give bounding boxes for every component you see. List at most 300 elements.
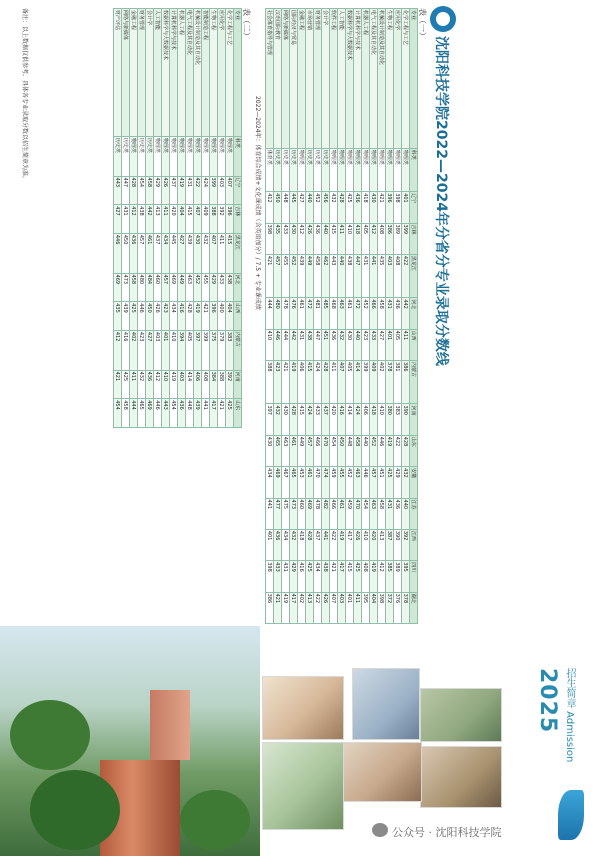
category-cell: 物理类 bbox=[346, 148, 354, 191]
table-row bbox=[386, 9, 394, 624]
major-cell: 金融工程 bbox=[298, 9, 306, 149]
category-cell: 物理类 bbox=[362, 148, 370, 191]
table-row bbox=[266, 9, 274, 624]
table-row bbox=[346, 9, 354, 624]
tree-image bbox=[30, 770, 120, 850]
table-row bbox=[354, 9, 362, 624]
score-cell: 425 bbox=[386, 467, 394, 498]
score-cell: 402 bbox=[130, 330, 138, 370]
score-cell: 383 bbox=[394, 404, 402, 435]
major-cell: 软件工程 bbox=[330, 9, 338, 149]
score-cell: 419 bbox=[170, 370, 178, 399]
brand-leaf-icon bbox=[558, 790, 584, 840]
score-cell: 462 bbox=[322, 254, 330, 297]
category-cell: 物理类 bbox=[402, 148, 410, 191]
score-cell: 418 bbox=[298, 529, 306, 560]
score-cell: 392 bbox=[218, 205, 226, 234]
score-cell: 469 bbox=[114, 273, 122, 302]
score-cell: 452 bbox=[362, 298, 370, 329]
score-cell: 402 bbox=[298, 592, 306, 623]
score-cell: 428 bbox=[338, 192, 346, 223]
score-cell: 446 bbox=[138, 302, 146, 331]
score-cell: 452 bbox=[370, 435, 378, 466]
score-cell: 475 bbox=[282, 498, 290, 529]
table-row bbox=[170, 9, 178, 428]
score-cell: 442 bbox=[146, 205, 154, 234]
table-header-cell: 吉林 bbox=[410, 223, 418, 254]
score-cell: 412 bbox=[298, 223, 306, 254]
score-cell: 457 bbox=[162, 273, 170, 302]
score-cell: 403 bbox=[218, 176, 226, 205]
score-cell: 433 bbox=[314, 404, 322, 435]
score-cell: 457 bbox=[138, 233, 146, 273]
score-cell: 421 bbox=[330, 561, 338, 592]
score-cell: 455 bbox=[202, 273, 210, 302]
score-cell: 480 bbox=[274, 298, 282, 329]
score-cell: 425 bbox=[226, 399, 234, 428]
score-cell: 397 bbox=[266, 404, 274, 435]
score-cell: 427 bbox=[178, 233, 186, 273]
score-cell: 485 bbox=[322, 298, 330, 329]
document-title: 沈阳科技学院2022—2024年分省分专业录取分数线 bbox=[433, 36, 449, 366]
table-row bbox=[290, 9, 298, 624]
score-cell: 419 bbox=[178, 176, 186, 205]
score-cell: 458 bbox=[146, 176, 154, 205]
table-row bbox=[330, 9, 338, 624]
score-cell: 427 bbox=[146, 330, 154, 370]
score-cell: 398 bbox=[266, 223, 274, 254]
table-row bbox=[162, 9, 170, 428]
score-cell: 417 bbox=[210, 399, 218, 428]
table2-label: 表（二） bbox=[242, 8, 251, 40]
score-cell: 463 bbox=[186, 273, 194, 302]
table-header-cell: 吉林 bbox=[234, 205, 242, 234]
score-cell: 433 bbox=[274, 561, 282, 592]
score-cell: 470 bbox=[354, 498, 362, 529]
score-cell: 431 bbox=[386, 298, 394, 329]
category-cell: 历史类 bbox=[282, 148, 290, 191]
score-cell: 417 bbox=[290, 592, 298, 623]
major-cell: 会计学 bbox=[146, 9, 154, 137]
score-cell: 440 bbox=[362, 435, 370, 466]
score-cell: 470 bbox=[314, 467, 322, 498]
score-cell: 465 bbox=[274, 435, 282, 466]
score-cell: 431 bbox=[386, 498, 394, 529]
score-cell: 431 bbox=[282, 561, 290, 592]
score-cell: 390 bbox=[402, 404, 410, 435]
score-cell: 460 bbox=[298, 498, 306, 529]
score-cell: 397 bbox=[194, 330, 202, 370]
score-cell: 433 bbox=[218, 273, 226, 302]
table1-label: 表（一） bbox=[418, 8, 427, 40]
score-cell: 450 bbox=[146, 302, 154, 331]
score-cell: 470 bbox=[322, 435, 330, 466]
score-cell: 410 bbox=[170, 330, 178, 370]
category-cell: 历史类 bbox=[274, 148, 282, 191]
table-header-cell: 山东 bbox=[234, 399, 242, 428]
category-cell: 物理类 bbox=[162, 136, 170, 176]
score-cell: 398 bbox=[266, 561, 274, 592]
score-cell: 428 bbox=[306, 529, 314, 560]
score-cell: 411 bbox=[162, 205, 170, 234]
score-cell: 439 bbox=[298, 254, 306, 297]
score-cell: 430 bbox=[194, 233, 202, 273]
score-cell: 423 bbox=[162, 302, 170, 331]
score-cell: 403 bbox=[178, 370, 186, 399]
score-cell: 442 bbox=[402, 298, 410, 329]
category-cell: 体育类 bbox=[266, 148, 274, 191]
table2 bbox=[113, 8, 242, 428]
score-cell: 422 bbox=[402, 254, 410, 297]
score-cell: 436 bbox=[354, 192, 362, 223]
score-cell: 425 bbox=[306, 561, 314, 592]
score-cell: 427 bbox=[114, 205, 122, 234]
score-cell: 478 bbox=[314, 498, 322, 529]
table-header-cell: 黑龙江 bbox=[234, 233, 242, 273]
score-cell: 421 bbox=[282, 361, 290, 404]
score-cell: 437 bbox=[154, 233, 162, 273]
table1 bbox=[265, 8, 418, 624]
score-cell: 437 bbox=[322, 404, 330, 435]
score-cell: 405 bbox=[362, 223, 370, 254]
score-cell: 401 bbox=[402, 192, 410, 223]
score-cell: 400 bbox=[218, 302, 226, 331]
score-cell: 436 bbox=[394, 498, 402, 529]
score-cell: 472 bbox=[306, 298, 314, 329]
score-cell: 443 bbox=[162, 399, 170, 428]
table-header-cell: 辽宁 bbox=[234, 176, 242, 205]
score-cell: 396 bbox=[210, 302, 218, 331]
category-cell: 物理类 bbox=[194, 136, 202, 176]
score-cell: 421 bbox=[274, 592, 282, 623]
score-cell: 410 bbox=[266, 329, 274, 360]
student-photo bbox=[342, 742, 422, 802]
score-cell: 465 bbox=[138, 399, 146, 428]
score-cell: 408 bbox=[362, 561, 370, 592]
score-cell: 416 bbox=[298, 561, 306, 592]
score-cell: 473 bbox=[122, 273, 130, 302]
score-cell: 473 bbox=[290, 498, 298, 529]
score-cell: 436 bbox=[314, 223, 322, 254]
category-cell: 物理类 bbox=[378, 148, 386, 191]
score-cell: 469 bbox=[146, 399, 154, 428]
watermark: 公众号 · 沈阳科技学院 bbox=[392, 826, 502, 839]
major-cell: 电气工程及其自动化 bbox=[186, 9, 194, 137]
score-cell: 461 bbox=[290, 435, 298, 466]
score-cell: 461 bbox=[146, 233, 154, 273]
table-row bbox=[218, 9, 226, 428]
score-cell: 419 bbox=[338, 529, 346, 560]
score-cell: 441 bbox=[202, 399, 210, 428]
score-cell: 436 bbox=[394, 298, 402, 329]
score-cell: 414 bbox=[354, 361, 362, 404]
table-header-cell: 黑龙江 bbox=[410, 254, 418, 297]
score-cell: 469 bbox=[274, 467, 282, 498]
major-cell: 生物工程 bbox=[386, 9, 394, 149]
score-cell: 450 bbox=[122, 233, 130, 273]
student-photo bbox=[352, 668, 420, 740]
score-cell: 419 bbox=[370, 561, 378, 592]
score-cell: 458 bbox=[354, 435, 362, 466]
score-cell: 384 bbox=[210, 370, 218, 399]
score-cell: 466 bbox=[330, 498, 338, 529]
score-cell: 426 bbox=[354, 529, 362, 560]
score-document bbox=[18, 6, 458, 626]
score-cell: 380 bbox=[386, 404, 394, 435]
score-cell: 460 bbox=[154, 273, 162, 302]
score-cell: 458 bbox=[378, 298, 386, 329]
score-cell: 457 bbox=[370, 467, 378, 498]
score-cell: 441 bbox=[370, 254, 378, 297]
arts-score-note: 2022—2024年：体育综合成绩+文化课成绩（含英语加分）/ 7.5 + 专业课成绩 bbox=[254, 96, 261, 310]
table-row bbox=[226, 9, 234, 428]
table-row bbox=[338, 9, 346, 624]
score-cell: 455 bbox=[282, 254, 290, 297]
score-cell: 411 bbox=[402, 329, 410, 360]
score-cell: 378 bbox=[402, 592, 410, 623]
score-cell: 431 bbox=[122, 205, 130, 234]
score-cell: 478 bbox=[282, 298, 290, 329]
major-cell: 网络与新媒体 bbox=[282, 9, 290, 149]
category-cell: 物理类 bbox=[370, 148, 378, 191]
table-header-cell: 河北 bbox=[234, 273, 242, 302]
table-row bbox=[394, 9, 402, 624]
score-cell: 449 bbox=[178, 273, 186, 302]
score-cell: 437 bbox=[170, 176, 178, 205]
score-cell: 420 bbox=[330, 404, 338, 435]
score-cell: 407 bbox=[226, 176, 234, 205]
major-cell: 人工智能 bbox=[154, 9, 162, 137]
score-cell: 436 bbox=[274, 529, 282, 560]
score-cell: 421 bbox=[378, 192, 386, 223]
table-row bbox=[202, 9, 210, 428]
score-cell: 411 bbox=[330, 361, 338, 404]
table-row bbox=[210, 9, 218, 428]
score-cell: 449 bbox=[298, 435, 306, 466]
major-cell: 应用化学 bbox=[394, 9, 402, 149]
score-cell: 412 bbox=[130, 205, 138, 234]
table-header-cell: 河南 bbox=[234, 370, 242, 399]
score-cell: 436 bbox=[178, 399, 186, 428]
score-cell: 407 bbox=[338, 361, 346, 404]
score-cell: 432 bbox=[202, 233, 210, 273]
table-row bbox=[178, 9, 186, 428]
score-cell: 392 bbox=[402, 529, 410, 560]
score-cell: 441 bbox=[266, 498, 274, 529]
score-cell: 395 bbox=[362, 592, 370, 623]
score-cell: 466 bbox=[370, 298, 378, 329]
score-cell: 411 bbox=[338, 223, 346, 254]
table-header-cell: 江西 bbox=[410, 529, 418, 560]
score-cell: 422 bbox=[194, 176, 202, 205]
score-cell: 423 bbox=[362, 329, 370, 360]
score-cell: 439 bbox=[122, 302, 130, 331]
score-cell: 458 bbox=[122, 399, 130, 428]
score-cell: 425 bbox=[130, 302, 138, 331]
score-cell: 410 bbox=[346, 223, 354, 254]
score-cell: 409 bbox=[202, 205, 210, 234]
score-cell: 386 bbox=[402, 361, 410, 404]
score-cell: 444 bbox=[130, 399, 138, 428]
score-cell: 388 bbox=[266, 361, 274, 404]
major-cell: 国际经济与贸易 bbox=[290, 9, 298, 149]
category-cell: 历史类 bbox=[138, 136, 146, 176]
score-cell: 404 bbox=[226, 302, 234, 331]
wechat-icon bbox=[372, 823, 388, 837]
score-cell: 454 bbox=[170, 399, 178, 428]
score-cell: 388 bbox=[218, 370, 226, 399]
score-cell: 444 bbox=[282, 329, 290, 360]
score-cell: 444 bbox=[266, 298, 274, 329]
score-cell: 372 bbox=[386, 592, 394, 623]
table-row bbox=[194, 9, 202, 428]
score-cell: 474 bbox=[322, 467, 330, 498]
score-cell: 423 bbox=[138, 330, 146, 370]
major-cell: 会计学 bbox=[322, 9, 330, 149]
score-cell: 457 bbox=[306, 435, 314, 466]
student-photo bbox=[262, 676, 344, 740]
score-cell: 399 bbox=[210, 176, 218, 205]
score-cell: 410 bbox=[362, 529, 370, 560]
score-cell: 429 bbox=[210, 273, 218, 302]
score-cell: 448 bbox=[282, 192, 290, 223]
score-cell: 421 bbox=[218, 399, 226, 428]
category-cell: 历史类 bbox=[290, 148, 298, 191]
score-cell: 445 bbox=[170, 233, 178, 273]
major-cell: 机械设计制造及其自动化 bbox=[194, 9, 202, 137]
score-cell: 401 bbox=[266, 529, 274, 560]
score-cell: 406 bbox=[362, 404, 370, 435]
score-cell: 410 bbox=[378, 404, 386, 435]
score-cell: 432 bbox=[338, 329, 346, 360]
score-cell: 457 bbox=[274, 254, 282, 297]
score-cell: 482 bbox=[322, 498, 330, 529]
score-cell: 419 bbox=[194, 302, 202, 331]
category-cell: 物理类 bbox=[178, 136, 186, 176]
score-cell: 452 bbox=[314, 192, 322, 223]
score-cell: 404 bbox=[370, 592, 378, 623]
score-cell: 418 bbox=[370, 404, 378, 435]
student-photo bbox=[262, 742, 344, 830]
major-cell: 市场营销 bbox=[306, 9, 314, 149]
score-cell: 455 bbox=[338, 467, 346, 498]
category-cell: 物理类 bbox=[386, 148, 394, 191]
category-cell: 历史类 bbox=[314, 148, 322, 191]
score-cell: 404 bbox=[178, 205, 186, 234]
score-cell: 385 bbox=[386, 561, 394, 592]
table-header-cell: 专业 bbox=[234, 9, 242, 137]
score-cell: 461 bbox=[306, 467, 314, 498]
brochure-tag: 招生简章 Admission bbox=[564, 668, 575, 763]
category-cell: 物理类 bbox=[202, 136, 210, 176]
score-cell: 388 bbox=[210, 205, 218, 234]
major-cell: 电气工程及其自动化 bbox=[370, 9, 378, 149]
major-cell: 金融工程 bbox=[130, 9, 138, 137]
score-cell: 438 bbox=[306, 329, 314, 360]
table-header-cell: 内蒙古 bbox=[234, 330, 242, 370]
score-cell: 435 bbox=[114, 302, 122, 331]
table-row bbox=[186, 9, 194, 428]
score-cell: 415 bbox=[330, 223, 338, 254]
major-cell: 化学工程与工艺 bbox=[402, 9, 410, 149]
score-cell: 432 bbox=[290, 529, 298, 560]
score-cell: 416 bbox=[122, 330, 130, 370]
table-row bbox=[274, 9, 282, 624]
score-cell: 422 bbox=[314, 592, 322, 623]
score-cell: 405 bbox=[346, 361, 354, 404]
score-cell: 414 bbox=[346, 404, 354, 435]
category-cell: 物理类 bbox=[330, 148, 338, 191]
score-cell: 446 bbox=[378, 435, 386, 466]
score-cell: 413 bbox=[378, 529, 386, 560]
major-cell: 智能制造工程 bbox=[202, 9, 210, 137]
score-cell: 461 bbox=[298, 298, 306, 329]
score-cell: 427 bbox=[298, 192, 306, 223]
score-cell: 434 bbox=[162, 233, 170, 273]
major-cell: 计算机科学与技术 bbox=[354, 9, 362, 149]
score-cell: 440 bbox=[402, 498, 410, 529]
category-cell: 物理类 bbox=[354, 148, 362, 191]
score-cell: 398 bbox=[378, 592, 386, 623]
table-row bbox=[282, 9, 290, 624]
table-row bbox=[146, 9, 154, 428]
score-cell: 477 bbox=[274, 498, 282, 529]
score-cell: 399 bbox=[402, 223, 410, 254]
score-cell: 424 bbox=[314, 361, 322, 404]
score-cell: 430 bbox=[282, 404, 290, 435]
category-cell: 历史类 bbox=[322, 148, 330, 191]
score-cell: 461 bbox=[346, 298, 354, 329]
category-cell: 物理类 bbox=[226, 136, 234, 176]
score-cell: 436 bbox=[330, 329, 338, 360]
major-cell: 化学工程与工艺 bbox=[226, 9, 234, 137]
score-cell: 409 bbox=[370, 361, 378, 404]
score-cell: 441 bbox=[322, 529, 330, 560]
score-cell: 376 bbox=[394, 592, 402, 623]
campus-building-image bbox=[150, 690, 190, 760]
score-cell: 439 bbox=[194, 399, 202, 428]
score-cell: 431 bbox=[186, 176, 194, 205]
table-row bbox=[322, 9, 330, 624]
major-cell: 计算机科学与技术 bbox=[170, 9, 178, 137]
tree-image bbox=[10, 700, 90, 770]
score-cell: 463 bbox=[370, 498, 378, 529]
score-cell: 438 bbox=[138, 205, 146, 234]
score-cell: 438 bbox=[226, 273, 234, 302]
score-cell: 454 bbox=[138, 176, 146, 205]
score-cell: 436 bbox=[146, 370, 154, 399]
score-cell: 412 bbox=[378, 561, 386, 592]
score-cell: 401 bbox=[162, 330, 170, 370]
category-cell: 物理类 bbox=[210, 136, 218, 176]
score-cell: 415 bbox=[298, 404, 306, 435]
score-cell: 467 bbox=[282, 467, 290, 498]
score-cell: 428 bbox=[322, 361, 330, 404]
score-cell: 419 bbox=[386, 435, 394, 466]
score-cell: 412 bbox=[370, 223, 378, 254]
score-cell: 451 bbox=[322, 329, 330, 360]
score-cell: 466 bbox=[314, 435, 322, 466]
score-cell: 438 bbox=[322, 561, 330, 592]
score-cell: 450 bbox=[274, 192, 282, 223]
score-cell: 454 bbox=[330, 435, 338, 466]
major-cell: 财务管理 bbox=[314, 9, 322, 149]
score-cell: 446 bbox=[154, 399, 162, 428]
score-cell: 440 bbox=[322, 223, 330, 254]
score-cell: 435 bbox=[378, 254, 386, 297]
score-cell: 456 bbox=[322, 192, 330, 223]
score-cell: 463 bbox=[338, 298, 346, 329]
